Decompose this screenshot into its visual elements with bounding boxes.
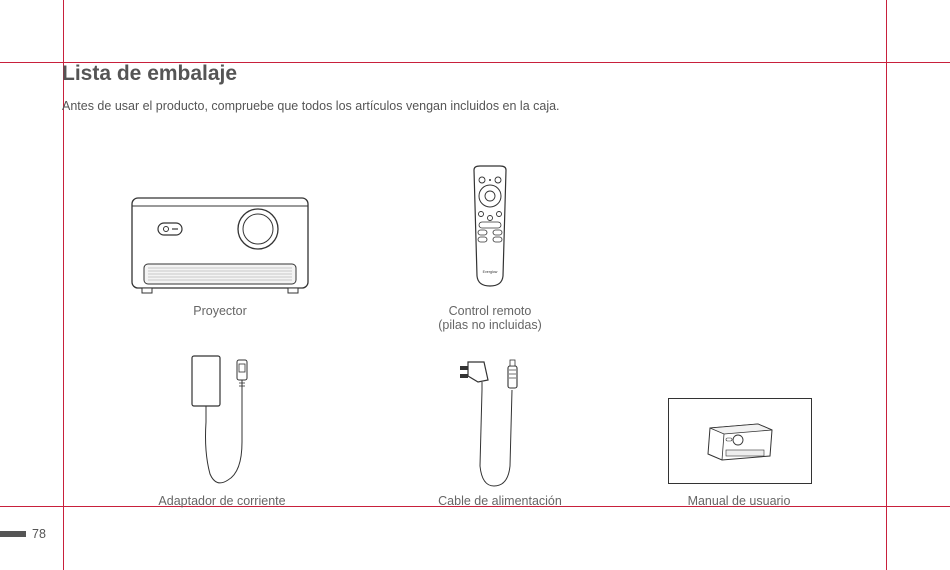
remote-note: (pilas no incluidas) bbox=[438, 318, 542, 332]
page-title: Lista de embalaje bbox=[62, 62, 238, 85]
intro-text: Antes de usar el producto, compruebe que todos los artículos vengan incluidos en la caja. bbox=[62, 99, 560, 113]
adapter-caption: Adaptador de corriente bbox=[158, 494, 286, 508]
manual-caption: Manual de usuario bbox=[687, 494, 791, 508]
page-number: 78 bbox=[32, 527, 46, 541]
guide-line-right bbox=[886, 0, 887, 570]
page-number-bar bbox=[0, 531, 26, 537]
projector-caption: Proyector bbox=[193, 304, 247, 318]
remote-brand-mark: Everglow bbox=[482, 270, 498, 274]
cable-caption: Cable de alimentación bbox=[438, 494, 562, 508]
cable-illustration bbox=[454, 356, 534, 497]
remote-label: Control remoto bbox=[448, 304, 532, 318]
remote-illustration bbox=[470, 164, 510, 293]
manual-illustration bbox=[668, 398, 812, 489]
remote-caption bbox=[410, 304, 570, 332]
manual-projector-thumbnail bbox=[708, 424, 772, 460]
adapter-illustration bbox=[188, 352, 258, 497]
projector-illustration bbox=[128, 196, 312, 305]
